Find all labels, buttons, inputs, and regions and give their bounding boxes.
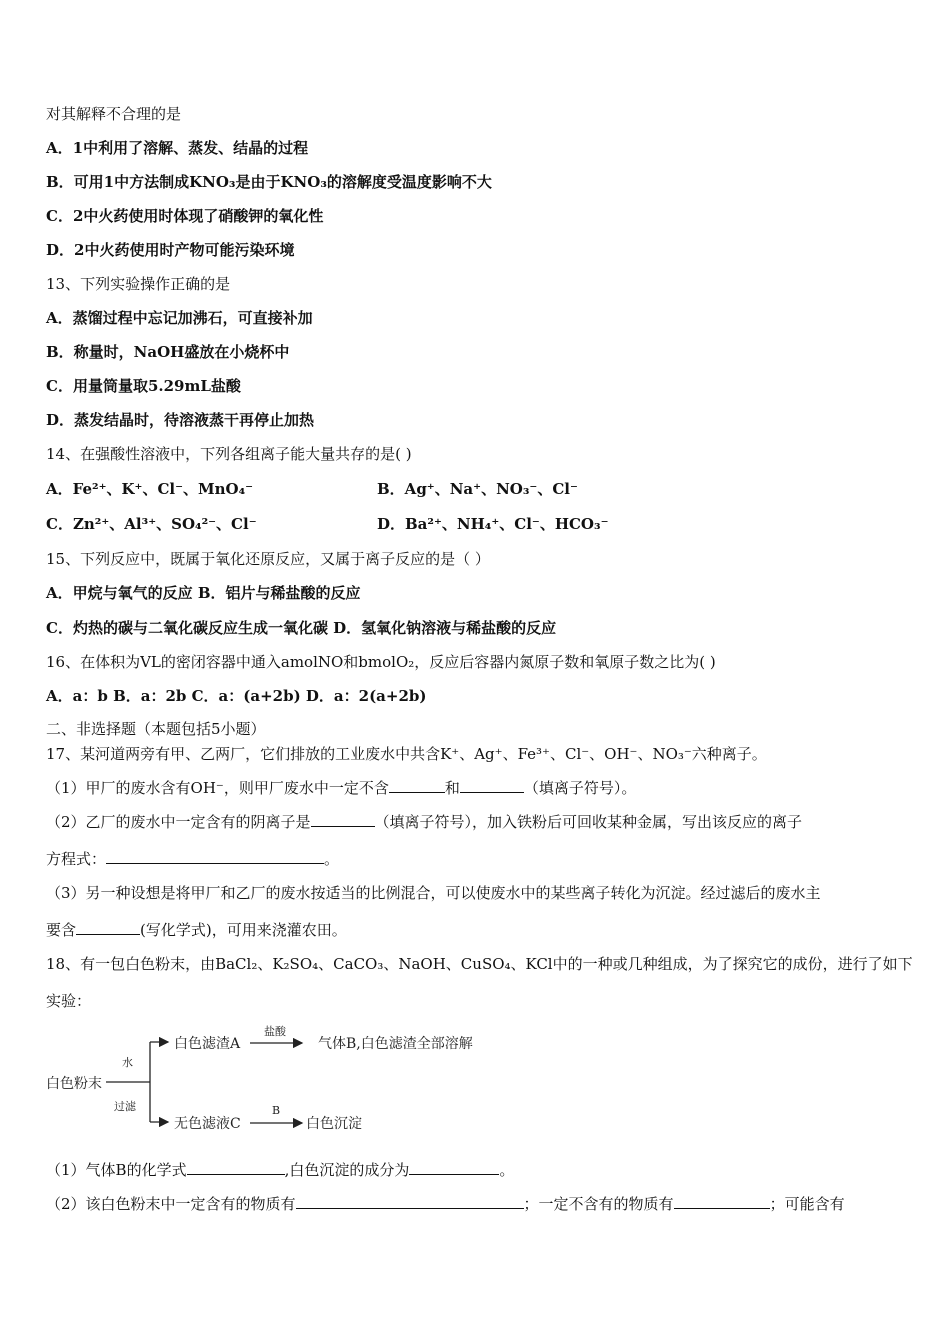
q16-stem: 16、在体积为VL的密闭容器中通入amolNO和bmolO₂，反应后容器内氮原子数和氧原子数之比为( ) [46, 653, 716, 671]
q17-part3: （3）另一种设想是将甲厂和乙厂的废水按适当的比例混合，可以使废水中的某些离子转化为沉淀。经过滤后的废水主 [46, 884, 821, 902]
q17-blank-1[interactable] [389, 778, 445, 793]
q12-stem-tail: 对其解释不合理的是 [46, 105, 182, 123]
flow-acid-label: 盐酸 [264, 1025, 286, 1038]
q18-blank-1[interactable] [187, 1160, 285, 1175]
q17-part1-text-a: （1）甲厂的废水含有OH⁻，则甲厂废水中一定不含 [46, 779, 389, 797]
q12-option-d: D．2中火药使用时产物可能污染环境 [46, 241, 295, 259]
flow-filtrate-label: 无色滤液C [174, 1116, 241, 1132]
q17-blank-4[interactable] [106, 849, 324, 864]
q18-part2-text-b: ；一定不含有的物质有 [523, 1195, 674, 1213]
q13-stem: 13、下列实验操作正确的是 [46, 275, 231, 293]
q18-part1-text-b: ,白色沉淀的成分为 [284, 1161, 410, 1179]
q17-part2-text-a: （2）乙厂的废水中一定含有的阴离子是 [46, 813, 311, 831]
q17-stem: 17、某河道两旁有甲、乙两厂，它们排放的工业废水中共含K⁺、Ag⁺、Fe³⁺、Cl⁻、OH⁻、NO₃⁻六种离子。 [46, 745, 767, 763]
q15-stem: 15、下列反应中，既属于氧化还原反应，又属于离子反应的是（ ） [46, 550, 490, 568]
q18-part2 [46, 1194, 845, 1214]
q14-option-b: B．Ag⁺、Na⁺、NO₃⁻、Cl⁻ [377, 480, 578, 498]
q17-part2-text-c: 方程式： [46, 850, 107, 868]
experiment-flowchart [44, 1022, 514, 1140]
q17-part2-text-d: 。 [324, 850, 340, 868]
q17-blank-2[interactable] [460, 778, 524, 793]
q17-part1-text-c: （填离子符号）。 [523, 779, 637, 797]
q18-part1 [46, 1160, 514, 1180]
q17-blank-5[interactable] [76, 920, 140, 935]
q17-part2-text-b: （填离子符号），加入铁粉后可回收某种金属，写出该反应的离子 [374, 813, 803, 831]
q17-part3-text-b: 要含 [46, 921, 77, 939]
q18-blank-3[interactable] [296, 1194, 524, 1209]
q18-part1-text-a: （1）气体B的化学式 [46, 1161, 187, 1179]
q16-options: A．a：b B．a：2b C．a：(a+2b) D．a：2(a+2b) [46, 687, 427, 705]
q14-option-a: A．Fe²⁺、K⁺、Cl⁻、MnO₄⁻ [46, 480, 254, 498]
q13-option-b: B．称量时，NaOH盛放在小烧杯中 [46, 343, 290, 361]
q17-part3-cont [46, 920, 347, 940]
q17-blank-3[interactable] [311, 812, 375, 827]
q17-part1 [46, 778, 636, 798]
q18-blank-2[interactable] [409, 1160, 499, 1175]
q18-blank-4[interactable] [674, 1194, 770, 1209]
flow-residue-result: 气体B,白色滤渣全部溶解 [318, 1036, 473, 1052]
q18-stem: 18、有一包白色粉末，由BaCl₂、K₂SO₄、CaCO₃、NaOH、CuSO₄、KCl中的一种或几种组成，为了探究它的成份，进行了如下 [46, 955, 913, 973]
q18-part1-text-c: 。 [499, 1161, 515, 1179]
q15-options-line1: A．甲烷与氧气的反应 B．铝片与稀盐酸的反应 [46, 584, 361, 602]
q13-option-d: D．蒸发结晶时，待溶液蒸干再停止加热 [46, 411, 315, 429]
q12-option-a: A．1中利用了溶解、蒸发、结晶的过程 [46, 139, 309, 157]
q14-stem: 14、在强酸性溶液中，下列各组离子能大量共存的是( ) [46, 445, 412, 463]
flow-residue-label: 白色滤渣A [174, 1036, 241, 1052]
q18-part2-text-a: （2）该白色粉末中一定含有的物质有 [46, 1195, 296, 1213]
q15-options-line2: C．灼热的碳与二氧化碳反应生成一氧化碳 D．氢氧化钠溶液与稀盐酸的反应 [46, 619, 557, 637]
q12-option-b: B．可用1中方法制成KNO₃是由于KNO₃的溶解度受温度影响不大 [46, 173, 492, 191]
flow-filtrate-result: 白色沉淀 [306, 1116, 362, 1132]
flow-start-label: 白色粉末 [46, 1076, 102, 1092]
q18-stem-cont: 实验： [46, 992, 92, 1010]
q13-option-a: A．蒸馏过程中忘记加沸石，可直接补加 [46, 309, 313, 327]
flow-filter-label: 过滤 [114, 1100, 136, 1113]
q17-part1-text-b: 和 [444, 779, 460, 797]
q18-part2-text-c: ；可能含有 [769, 1195, 845, 1213]
q17-part2-equation [46, 849, 339, 869]
section-heading: 二、非选择题（本题包括5小题） [46, 720, 266, 738]
q12-option-c: C．2中火药使用时体现了硝酸钾的氧化性 [46, 207, 324, 225]
flow-water-label: 水 [122, 1056, 133, 1069]
q14-option-c: C．Zn²⁺、Al³⁺、SO₄²⁻、Cl⁻ [46, 515, 257, 533]
q14-option-d: D．Ba²⁺、NH₄⁺、Cl⁻、HCO₃⁻ [377, 515, 609, 533]
q17-part2 [46, 812, 802, 832]
q17-part3-text-c: (写化学式)，可用来浇灌农田。 [140, 921, 347, 939]
flow-reagent-label: B [272, 1104, 281, 1117]
q13-option-c: C．用量筒量取5.29mL盐酸 [46, 377, 241, 395]
